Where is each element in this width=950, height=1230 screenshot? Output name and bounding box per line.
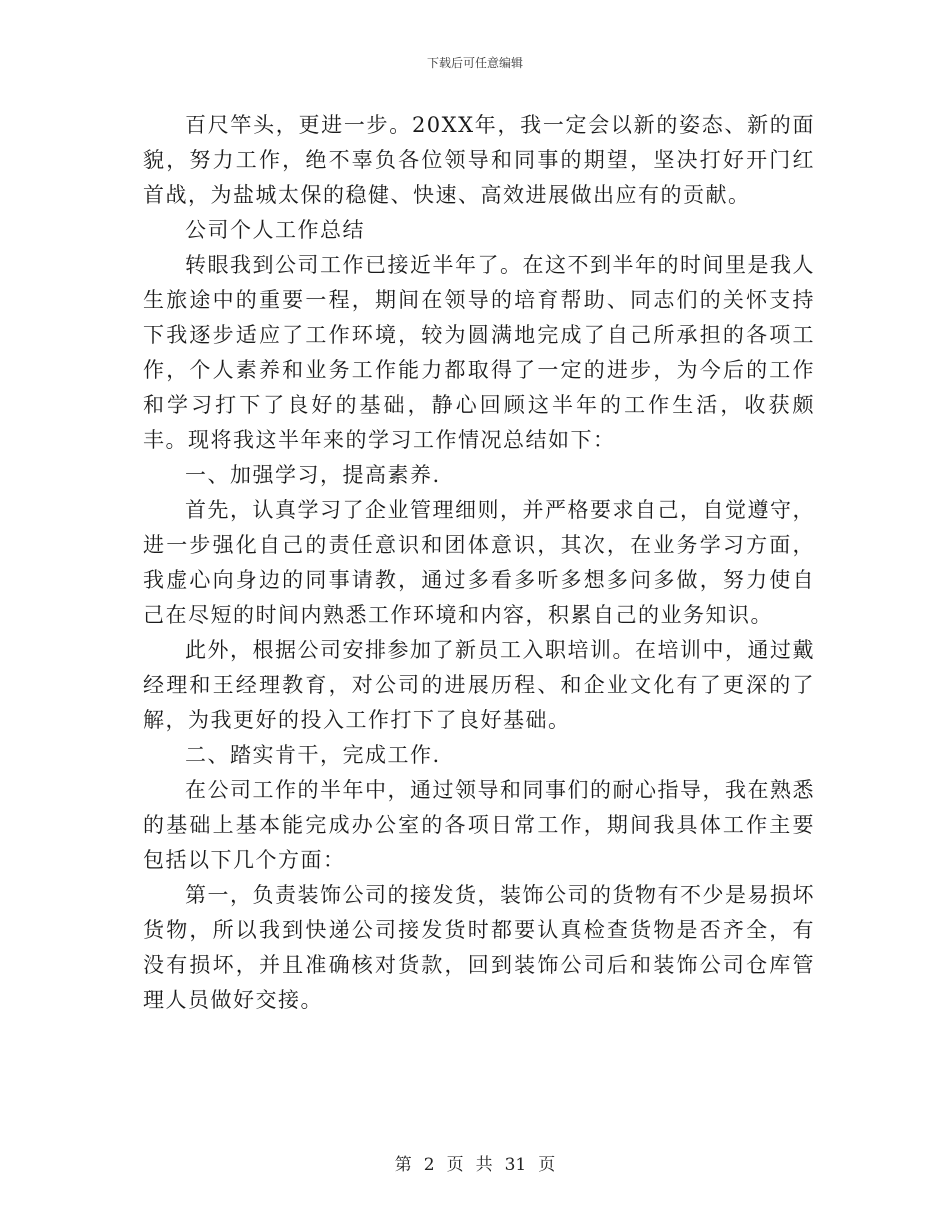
paragraph-closing: 百尺竿头，更进一步。20XX年，我一定会以新的姿态、新的面貌，努力工作，绝不辜负各位领导和同事的期望，坚决打好开门红首战，为盐城太保的稳健、快速、高效进展做出应有的贡献。	[143, 113, 815, 207]
paragraph-training: 此外，根据公司安排参加了新员工入职培训。在培训中，通过戴经理和王经理教育，对公司的进展历程、和企业文化有了更深的了解，为我更好的投入工作打下了良好基础。	[143, 638, 815, 732]
footer-label-page: 第	[394, 1155, 412, 1175]
document-body	[143, 108, 815, 1018]
section-title: 公司个人工作总结	[185, 218, 365, 242]
heading-study: 一、加强学习，提高素养.	[185, 463, 441, 487]
total-pages-number: 31	[504, 1155, 527, 1175]
paragraph-work: 在公司工作的半年中，通过领导和同事们的耐心指导，我在熟悉的基础上基本能完成办公室的各项日常工作，期间我具体工作主要包括以下几个方面：	[143, 778, 815, 872]
paragraph-study: 首先，认真学习了企业管理细则，并严格要求自己，自觉遵守，进一步强化自己的责任意识和团体意识，其次，在业务学习方面，我虚心向身边的同事请教，通过多看多听多想多问多做，努力使自己在尽短的时间内熟悉工作环境和内容，积累自己的业务知识。	[143, 498, 815, 627]
page-footer	[0, 1150, 950, 1175]
footer-label-total: 共	[475, 1155, 493, 1175]
header-text: 下载后可任意编辑	[426, 56, 523, 70]
current-page-number: 2	[423, 1155, 435, 1175]
paragraph-first-duty: 第一，负责装饰公司的接发货，装饰公司的货物有不少是易损坏货物，所以我到快递公司接发货时都要认真检查货物是否齐全，有没有损坏，并且准确核对货款，回到装饰公司后和装饰公司仓库管理人员做好交接。	[143, 883, 815, 1012]
heading-work: 二、踏实肯干，完成工作.	[185, 743, 441, 767]
page-header	[0, 54, 950, 71]
footer-label-end: 页	[538, 1155, 556, 1175]
footer-label-of: 页	[446, 1155, 464, 1175]
paragraph-intro: 转眼我到公司工作已接近半年了。在这不到半年的时间里是我人生旅途中的重要一程，期间在领导的培育帮助、同志们的关怀支持下我逐步适应了工作环境，较为圆满地完成了自己所承担的各项工作，个人素养和业务工作能力都取得了一定的进步，为今后的工作和学习打下了良好的基础，静心回顾这半年的工作生活，收获颇丰。现将我这半年来的学习工作情况总结如下：	[143, 253, 815, 452]
